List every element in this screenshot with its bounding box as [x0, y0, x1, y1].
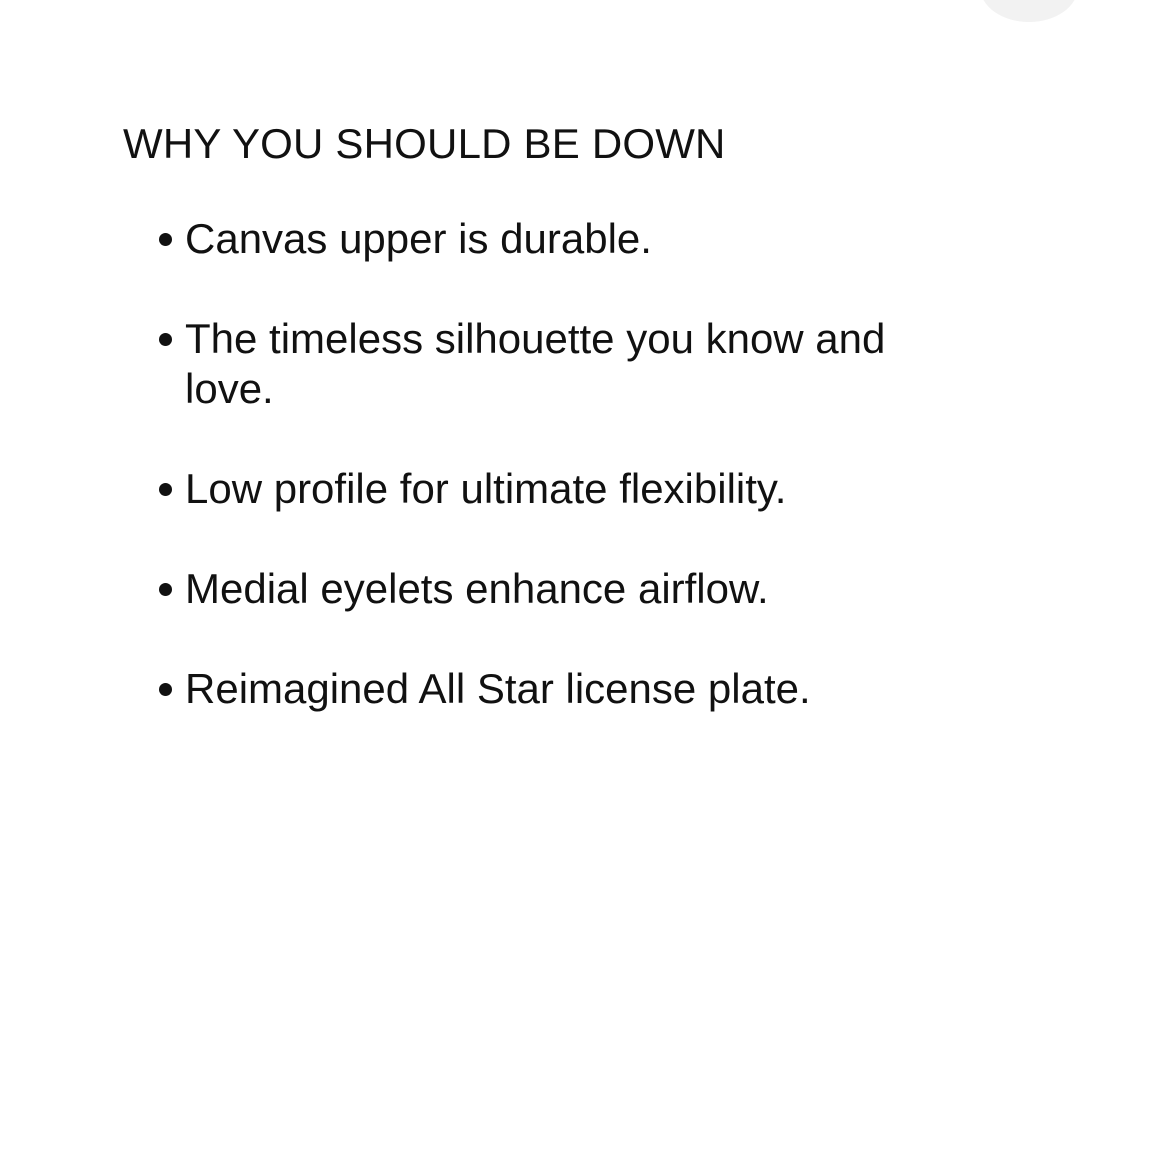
- feature-text: Reimagined All Star license plate.: [185, 665, 811, 712]
- bullet-icon: [159, 583, 172, 596]
- feature-text: Medial eyelets enhance airflow.: [185, 565, 769, 612]
- feature-item: [123, 314, 965, 414]
- feature-text: Canvas upper is durable.: [185, 215, 652, 262]
- feature-item: [123, 464, 965, 514]
- bullet-icon: [159, 483, 172, 496]
- feature-item: [123, 664, 965, 714]
- close-button-edge[interactable]: [980, 0, 1078, 22]
- features-list: [123, 214, 1023, 714]
- product-features-section: [123, 118, 1023, 764]
- feature-item: [123, 564, 965, 614]
- feature-text: The timeless silhouette you know and love.: [185, 315, 886, 412]
- bullet-icon: [159, 233, 172, 246]
- feature-text: Low profile for ultimate flexibility.: [185, 465, 787, 512]
- section-title: WHY YOU SHOULD BE DOWN: [123, 120, 726, 167]
- bullet-icon: [159, 333, 172, 346]
- bullet-icon: [159, 683, 172, 696]
- feature-item: [123, 214, 965, 264]
